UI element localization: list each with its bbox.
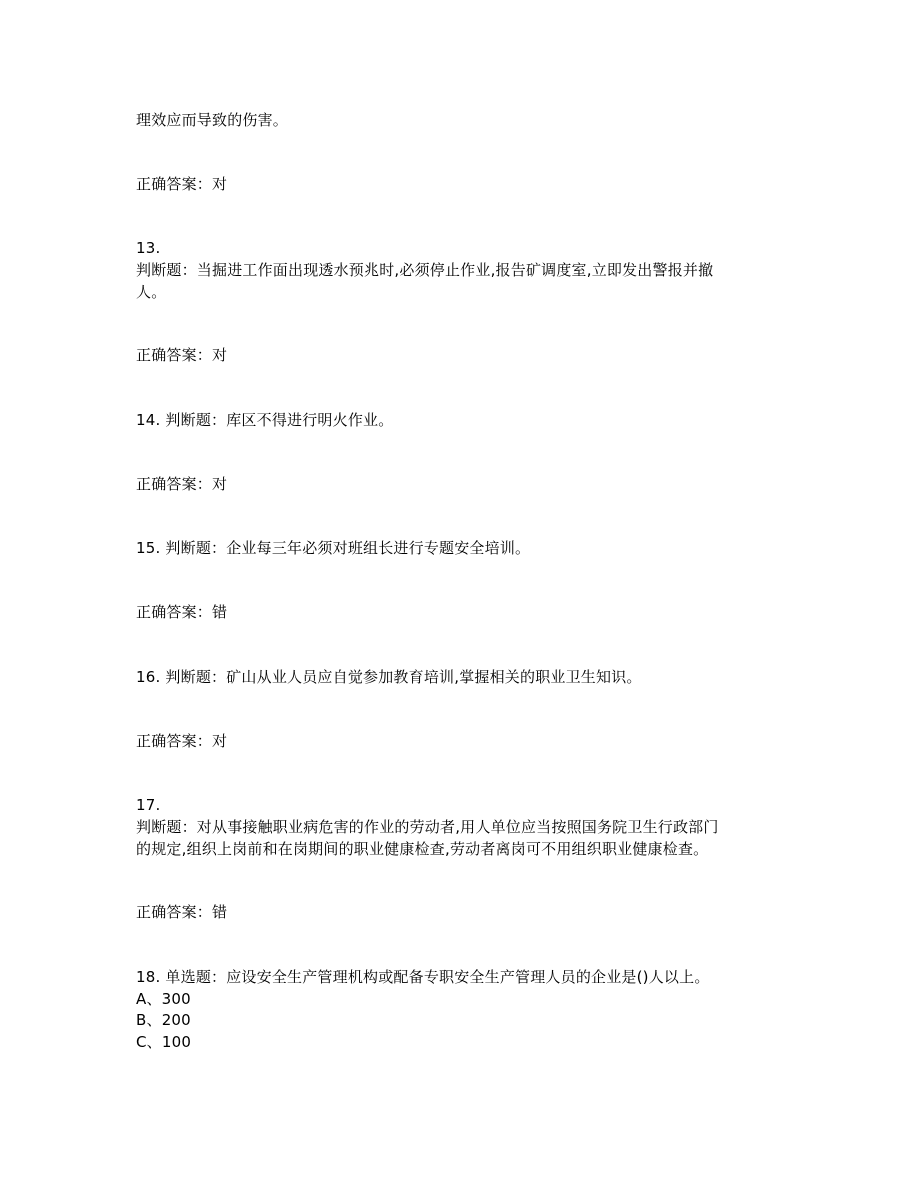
question-14-answer: 正确答案：对 bbox=[136, 475, 228, 493]
question-13-text-line2: 人。 bbox=[136, 283, 167, 301]
question-14-text: 14. 判断题：库区不得进行明火作业。 bbox=[136, 411, 394, 429]
question-12-answer: 正确答案：对 bbox=[136, 175, 228, 193]
question-15-answer: 正确答案：错 bbox=[136, 603, 228, 621]
question-17-number: 17. bbox=[136, 796, 161, 814]
question-13-text-line1: 判断题：当掘进工作面出现透水预兆时,必须停止作业,报告矿调度室,立即发出警报并撤 bbox=[136, 261, 714, 279]
question-13-answer: 正确答案：对 bbox=[136, 346, 228, 364]
question-18-option-c: C、100 bbox=[136, 1033, 192, 1051]
question-18-option-a: A、300 bbox=[136, 990, 191, 1008]
question-18-text: 18. 单选题：应设安全生产管理机构或配备专职安全生产管理人员的企业是()人以上。 bbox=[136, 968, 710, 986]
question-12-text: 理效应而导致的伤害。 bbox=[136, 111, 289, 129]
question-18-option-b: B、200 bbox=[136, 1011, 191, 1029]
question-15-text: 15. 判断题：企业每三年必须对班组长进行专题安全培训。 bbox=[136, 539, 531, 557]
question-13-number: 13. bbox=[136, 239, 161, 257]
question-16-text: 16. 判断题：矿山从业人员应自觉参加教育培训,掌握相关的职业卫生知识。 bbox=[136, 668, 642, 686]
question-16-answer: 正确答案：对 bbox=[136, 732, 228, 750]
question-17-text-line2: 的规定,组织上岗前和在岗期间的职业健康检查,劳动者离岗可不用组织职业健康检查。 bbox=[136, 840, 709, 858]
question-17-text-line1: 判断题：对从事接触职业病危害的作业的劳动者,用人单位应当按照国务院卫生行政部门 bbox=[136, 818, 719, 836]
question-17-answer: 正确答案：错 bbox=[136, 903, 228, 921]
